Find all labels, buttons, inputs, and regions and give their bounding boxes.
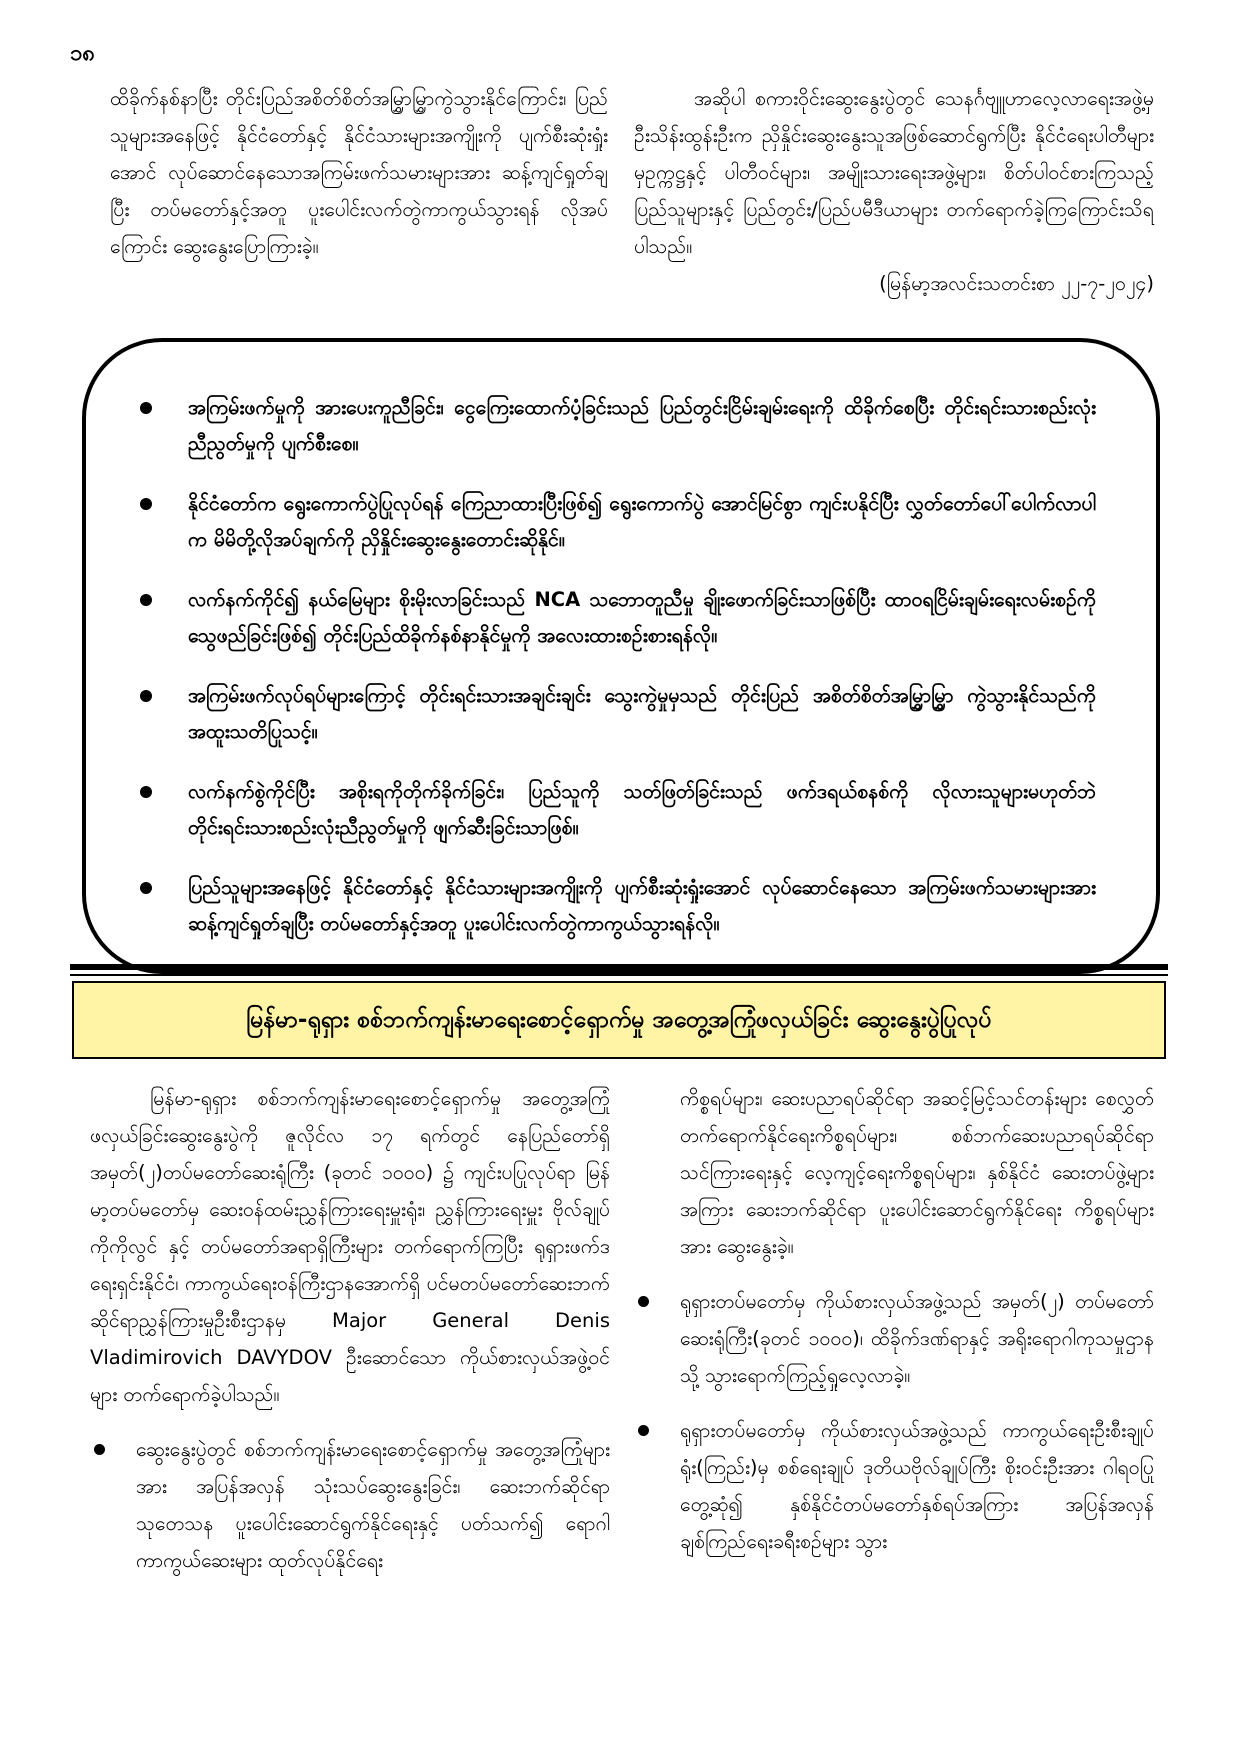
list-item: ရုရှားတပ်မတော်မှ ကိုယ်စားလှယ်အဖွဲ့သည် အမှတ်(၂) တပ်မတော်ဆေးရုံကြီး(ခုတင် ၁၀၀၀)၊ ထိခိုက်ဒဏ်ရာနှင့် အရိုးရောဂါကုသမှုဌာနသို့ သွားရောက်ကြည့်ရှုလေ့လာခဲ့။	[634, 1283, 1154, 1394]
bottom-left-paragraph: မြန်မာ-ရုရှား စစ်ဘက်ကျန်းမာရေးစောင့်ရှောက်မှု အတွေ့အကြုံဖလှယ်ခြင်းဆွေးနွေးပွဲကို ဇူလိုင်လ ၁၇ ရက်တွင် နေပြည်တော်ရှိ အမှတ်(၂)တပ်မတော်ဆေးရုံကြီး (ခုတင် ၁၀၀၀) ၌ ကျင်းပပြုလုပ်ရာ မြန်မာ့တပ်မတော်မှ ဆေးဝန်ထမ်းညွှန်ကြားရေးမှူးရုံး၊ ညွှန်ကြားရေးမှူး ဗိုလ်ချုပ် ကိုကိုလွင် နှင့် တပ်မတော်အရာရှိကြီးများ တက်ရောက်ကြပြီး ရုရှားဖက်ဒရေးရှင်းနိုင်ငံ၊ ကာကွယ်ရေးဝန်ကြီးဌာနအောက်ရှိ ပင်မတပ်မတော်ဆေးဘက်ဆိုင်ရာညွှန်ကြားမှုဦးစီးဌာနမှ Major General Denis Vladimirovich DAVYDOV ဦးဆောင်သော ကိုယ်စားလှယ်အဖွဲ့ဝင်များ တက်ရောက်ခဲ့ပါသည်။	[90, 1087, 610, 1406]
article-heading: မြန်မာ-ရုရှား စစ်ဘက်ကျန်းမာရေးစောင့်ရှောက်မှု အတွေ့အကြုံဖလှယ်ခြင်း ဆွေးနွေးပွဲပြုလုပ်	[72, 981, 1166, 1059]
bullet-icon	[94, 1444, 105, 1455]
divider-thick	[70, 964, 1168, 970]
divider-thin	[70, 974, 1168, 976]
key-point: လက်နက်စွဲကိုင်ပြီး အစိုးရကိုတိုက်ခိုက်ခြင်း၊ ပြည်သူကို သတ်ဖြတ်ခြင်းသည် ဖက်ဒရယ်စနစ်ကို လိုလားသူများမဟုတ်ဘဲ တိုင်းရင်းသားစည်းလုံးညီညွတ်မှုကို ဖျက်ဆီးခြင်းသာဖြစ်။	[136, 774, 1096, 846]
top-right-paragraph: အဆိုပါ စကားဝိုင်းဆွေးနွေးပွဲတွင် သေနင်္ဂဗျူဟာလေ့လာရေးအဖွဲ့မှ ဦးသိန်းထွန်းဦးက ညှိနှိုင်းဆွေးနွေးသူအဖြစ်ဆောင်ရွက်ပြီး နိုင်ငံရေးပါတီများမှဥက္ကဋ္ဌနှင့် ပါတီဝင်များ၊ အမျိုးသားရေးအဖွဲ့များ၊ စိတ်ပါဝင်စားကြသည့် ပြည်သူများနှင့် ပြည်တွင်း/ပြည်ပမီဒီယာများ တက်ရောက်ခဲ့ကြကြောင်းသိရပါသည်။	[634, 87, 1154, 258]
key-point: လက်နက်ကိုင်၍ နယ်မြေများ စိုးမိုးလာခြင်းသည် NCA သဘောတူညီမှု ချိုးဖောက်ခြင်းသာဖြစ်ပြီး ထာဝရငြိမ်းချမ်းရေးလမ်းစဉ်ကို သွေဖည်ခြင်းဖြစ်၍ တိုင်းပြည်ထိခိုက်နစ်နာနိုင်မှုကို အလေးထားစဉ်းစားရန်လို။	[136, 582, 1096, 654]
bullet-icon	[140, 498, 152, 510]
key-point: အကြမ်းဖက်လုပ်ရပ်များကြောင့် တိုင်းရင်းသားအချင်းချင်း သွေးကွဲမှုမှသည် တိုင်းပြည် အစိတ်စိတ်အမြွှာမြွှာ ကွဲသွားနိုင်သည်ကို အထူးသတိပြုသင့်။	[136, 678, 1096, 750]
bullet-icon	[140, 594, 152, 606]
bullet-icon	[638, 1425, 649, 1436]
bottom-right-list	[634, 1283, 1154, 1560]
news-source: (မြန်မာ့အလင်းသတင်းစာ ၂၂-၇-၂၀၂၄)	[879, 272, 1154, 295]
top-left-column	[110, 80, 608, 265]
bottom-left-column	[90, 1080, 610, 1579]
bullet-icon	[140, 882, 152, 894]
key-points-box	[82, 338, 1160, 974]
page-number: ၁၈	[70, 41, 95, 66]
key-point: ပြည်သူများအနေဖြင့် နိုင်ငံတော်နှင့် နိုင်ငံသားများအကျိုးကို ပျက်စီးဆုံးရှုံးအောင် လုပ်ဆောင်နေသော အကြမ်းဖက်သမားများအား ဆန့်ကျင်ရှုတ်ချပြီး တပ်မတော်နှင့်အတူ ပူးပေါင်းလက်တွဲကာကွယ်သွားရန်လို။	[136, 870, 1096, 942]
top-left-paragraph: ထိခိုက်နစ်နာပြီး တိုင်းပြည်အစိတ်စိတ်အမြွှာမြွှာကွဲသွားနိုင်ကြောင်း၊ ပြည်သူများအနေဖြင့် နိုင်ငံတော်နှင့် နိုင်ငံသားများအကျိုးကို ပျက်စီးဆုံးရှုံးအောင် လုပ်ဆောင်နေသောအကြမ်းဖက်သမားများအား ဆန့်ကျင်ရှုတ်ချပြီး တပ်မတော်နှင့်အတူ ပူးပေါင်းလက်တွဲကာကွယ်သွားရန် လိုအပ်ကြောင်း ဆွေးနွေးပြောကြားခဲ့။	[110, 87, 608, 258]
top-right-column	[634, 80, 1154, 302]
bottom-right-column	[634, 1080, 1154, 1560]
list-item: ဆွေးနွေးပွဲတွင် စစ်ဘက်ကျန်းမာရေးစောင့်ရှောက်မှု အတွေ့အကြုံများအား အပြန်အလှန် သုံးသပ်ဆွေးနွေးခြင်း၊ ဆေးဘက်ဆိုင်ရာသုတေသန ပူးပေါင်းဆောင်ရွက်နိုင်ရေးနှင့် ပတ်သက်၍ ရောဂါကာကွယ်ဆေးများ ထုတ်လုပ်နိုင်ရေး	[90, 1431, 610, 1579]
bottom-left-list	[90, 1431, 610, 1579]
key-point: အကြမ်းဖက်မှုကို အားပေးကူညီခြင်း၊ ငွေကြေးထောက်ပံ့ခြင်းသည် ပြည်တွင်းငြိမ်းချမ်းရေးကို ထိခိုက်စေပြီး တိုင်းရင်းသားစည်းလုံးညီညွတ်မှုကို ပျက်စီးစေ။	[136, 390, 1096, 462]
key-point: နိုင်ငံတော်က ရွေးကောက်ပွဲပြုလုပ်ရန် ကြေညာထားပြီးဖြစ်၍ ရွေးကောက်ပွဲ အောင်မြင်စွာ ကျင်းပနိုင်ပြီး လွှတ်တော်ပေါ်ပေါက်လာပါက မိမိတို့လိုအပ်ချက်ကို ညှိနှိုင်းဆွေးနွေးတောင်းဆိုနိုင်။	[136, 486, 1096, 558]
key-points-list	[136, 390, 1096, 942]
bullet-icon	[140, 690, 152, 702]
bullet-icon	[140, 786, 152, 798]
bullet-icon	[638, 1296, 649, 1307]
bottom-right-paragraph: ကိစ္စရပ်များ၊ ဆေးပညာရပ်ဆိုင်ရာ အဆင့်မြင့်သင်တန်းများ စေလွှတ်တက်ရောက်နိုင်ရေးကိစ္စရပ်များ၊ စစ်ဘက်ဆေးပညာရပ်ဆိုင်ရာသင်ကြားရေးနှင့် လေ့ကျင့်ရေးကိစ္စရပ်များ၊ နှစ်နိုင်ငံ ဆေးတပ်ဖွဲ့များအကြား ဆေးဘက်ဆိုင်ရာ ပူးပေါင်းဆောင်ရွက်နိုင်ရေး ကိစ္စရပ်များအား ဆွေးနွေးခဲ့။	[680, 1087, 1154, 1258]
list-item: ရုရှားတပ်မတော်မှ ကိုယ်စားလှယ်အဖွဲ့သည် ကာကွယ်ရေးဦးစီးချုပ်ရုံး(ကြည်း)မှ စစ်ရေးချုပ် ဒုတိယဗိုလ်ချုပ်ကြီး စိုးဝင်းဦးအား ဂါရဝပြုတွေ့ဆုံ၍ နှစ်နိုင်ငံတပ်မတော်နှစ်ရပ်အကြား အပြန်အလှန် ချစ်ကြည်ရေးခရီးစဉ်များ သွား	[634, 1412, 1154, 1560]
bullet-icon	[140, 402, 152, 414]
